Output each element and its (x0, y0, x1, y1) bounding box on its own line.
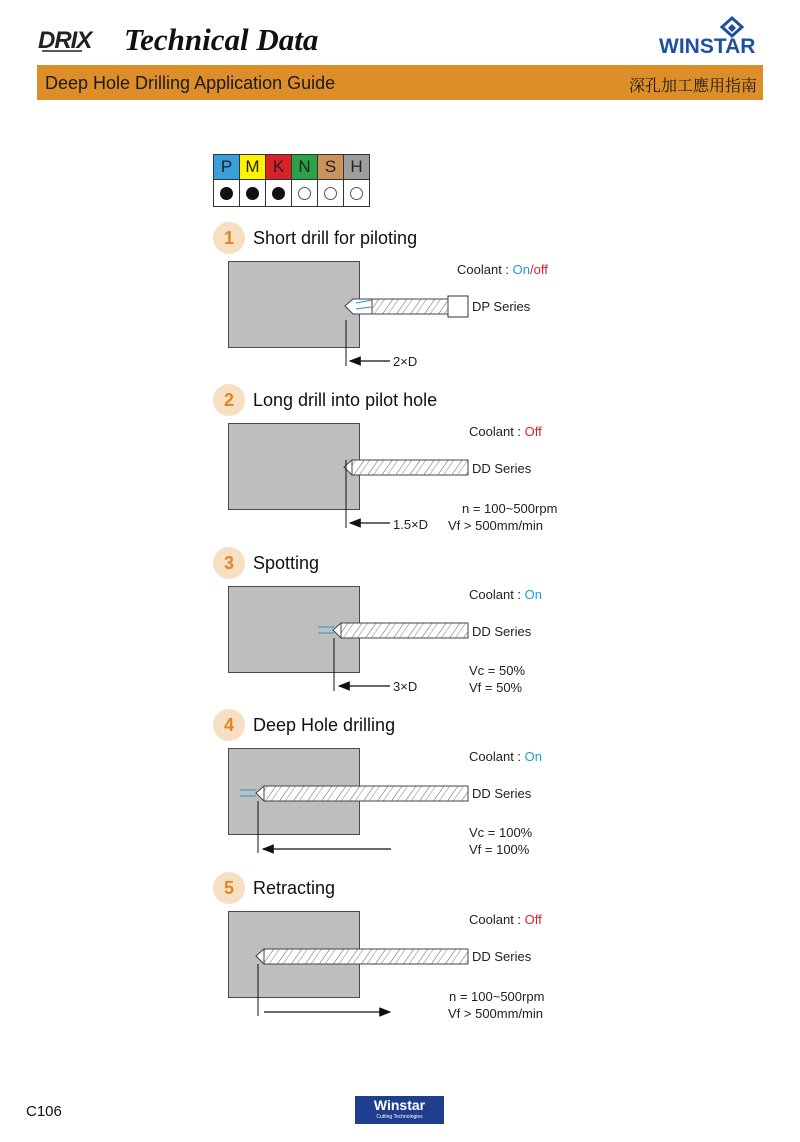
step-3-coolant-spray-icon (318, 627, 334, 633)
step-2-title: Long drill into pilot hole (253, 390, 438, 410)
footer-logo-tagline: Cutting Technologies (376, 1114, 423, 1120)
step-5-dd-drill-icon (256, 949, 468, 964)
step-5-title: Retracting (253, 878, 336, 898)
footer-logo-name: Winstar (373, 1097, 426, 1113)
step-2-number: 2 (213, 384, 245, 416)
material-k: K (266, 155, 292, 180)
step-1-depth: 2×D (393, 354, 418, 369)
step-3-number: 3 (213, 547, 245, 579)
step-3-title: Spotting (253, 553, 320, 573)
material-n: N (292, 155, 318, 180)
step-4-number: 4 (213, 709, 245, 741)
step-2-depth: 1.5×D (393, 517, 429, 532)
step-1-title: Short drill for piloting (253, 228, 418, 248)
step-5-number: 5 (213, 872, 245, 904)
step-5-feed: Vf > 500mm/min (448, 1006, 544, 1021)
svg-text:WINSTAR: WINSTAR (659, 35, 756, 58)
page-title: Technical Data (124, 22, 319, 57)
step-4-series: DD Series (472, 786, 532, 801)
step-3-depth: 3×D (393, 679, 418, 694)
step-4-coolant-spray-icon (240, 790, 256, 796)
step-1-series: DP Series (472, 299, 531, 314)
footer-winstar-logo (355, 1096, 444, 1124)
step-2-series: DD Series (472, 461, 532, 476)
banner-title: Deep Hole Drilling Application Guide (45, 73, 336, 93)
step-4-dd-drill-icon (256, 786, 468, 801)
step-3-vc: Vc = 50% (469, 663, 526, 678)
banner-title-chinese: 深孔加工應用指南 (628, 78, 757, 95)
step-1-number: 1 (213, 222, 245, 254)
step-5-coolant: Coolant : Off (469, 912, 542, 927)
step-5-speed: n = 100~500rpm (449, 989, 545, 1004)
step-2-dd-drill-icon (344, 460, 468, 475)
step-3-series: DD Series (472, 624, 532, 639)
step-4-vf: Vf = 100% (469, 842, 530, 857)
step-1-coolant: Coolant : On/off (457, 262, 548, 277)
svg-text:DRIX: DRIX (38, 27, 92, 54)
step-2-speed: n = 100~500rpm (462, 501, 558, 516)
page-number: C106 (26, 1103, 62, 1120)
step-4-vc: Vc = 100% (469, 825, 533, 840)
step-5-series: DD Series (472, 949, 532, 964)
step-3-vf: Vf = 50% (469, 680, 523, 695)
material-s: S (318, 155, 344, 180)
step-2-feed: Vf > 500mm/min (448, 518, 544, 533)
material-m: M (240, 155, 266, 180)
step-1-dp-drill-icon (345, 296, 468, 317)
material-p: P (214, 155, 240, 180)
step-4-coolant: Coolant : On (469, 749, 542, 764)
step-3-dd-drill-icon (333, 623, 468, 638)
step-4-title: Deep Hole drilling (253, 715, 396, 735)
step-2-coolant: Coolant : Off (469, 424, 542, 439)
step-3-coolant: Coolant : On (469, 587, 542, 602)
material-h: H (344, 155, 370, 180)
